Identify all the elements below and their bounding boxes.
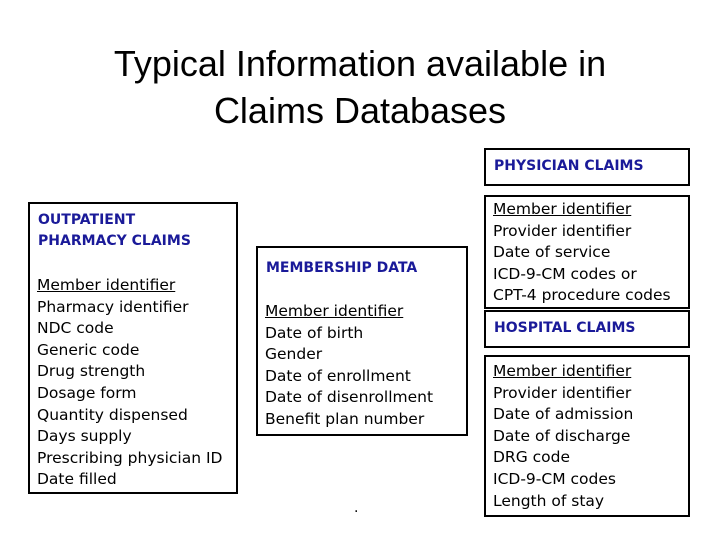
hospital-claims-list: [493, 361, 633, 512]
hospital-item: Date of discharge: [493, 426, 631, 445]
pharmacy-item: Prescribing physician ID: [37, 448, 223, 467]
membership-item: Benefit plan number: [265, 409, 425, 428]
stray-dot: .: [354, 500, 359, 516]
pharmacy-claims-box: [28, 202, 238, 494]
physician-claims-header: PHYSICIAN CLAIMS: [494, 158, 644, 174]
membership-item: Date of enrollment: [265, 366, 411, 385]
membership-data-box: [256, 246, 468, 436]
physician-claims-box: [484, 195, 690, 309]
pharmacy-item: NDC code: [37, 319, 114, 338]
membership-item: Gender: [265, 345, 323, 364]
hospital-item: Length of stay: [493, 491, 605, 510]
pharmacy-claims-header: [38, 210, 191, 252]
pharmacy-item: Drug strength: [37, 362, 146, 381]
membership-data-header: MEMBERSHIP DATA: [266, 260, 418, 276]
hospital-claims-box: [484, 355, 690, 517]
pharmacy-claims-list: [37, 275, 222, 491]
membership-data-list: [265, 301, 433, 431]
physician-item: Member identifier: [493, 200, 632, 218]
physician-claims-list: [493, 199, 671, 307]
hospital-claims-header: HOSPITAL CLAIMS: [494, 320, 636, 336]
slide-title-line-1: Typical Information available in: [113, 43, 607, 84]
hospital-item: Member identifier: [493, 362, 632, 380]
pharmacy-claims-header-line-2: PHARMACY CLAIMS: [38, 233, 191, 249]
pharmacy-item: Pharmacy identifier: [37, 297, 189, 316]
physician-item: Provider identifier: [493, 221, 632, 240]
membership-item: Date of birth: [265, 323, 364, 342]
hospital-claims-header-box: [484, 310, 690, 348]
hospital-item: Date of admission: [493, 405, 634, 424]
physician-item: Date of service: [493, 243, 611, 262]
pharmacy-item: Generic code: [37, 340, 140, 359]
pharmacy-item: Quantity dispensed: [37, 405, 188, 424]
pharmacy-item: Date filled: [37, 470, 117, 489]
hospital-item: DRG code: [493, 448, 571, 467]
slide-title-line-2: Claims Databases: [213, 90, 507, 131]
membership-item: Member identifier: [265, 302, 404, 320]
physician-item: CPT-4 procedure codes: [493, 286, 671, 305]
pharmacy-item: Member identifier: [37, 276, 176, 294]
pharmacy-claims-header-line-1: OUTPATIENT: [38, 212, 136, 228]
physician-item: ICD-9-CM codes or: [493, 264, 637, 283]
hospital-item: ICD-9-CM codes: [493, 469, 616, 488]
pharmacy-item: Days supply: [37, 427, 132, 446]
pharmacy-item: Dosage form: [37, 383, 137, 402]
slide-title: [0, 40, 720, 134]
membership-item: Date of disenrollment: [265, 388, 434, 407]
hospital-item: Provider identifier: [493, 383, 632, 402]
physician-claims-header-box: [484, 148, 690, 186]
